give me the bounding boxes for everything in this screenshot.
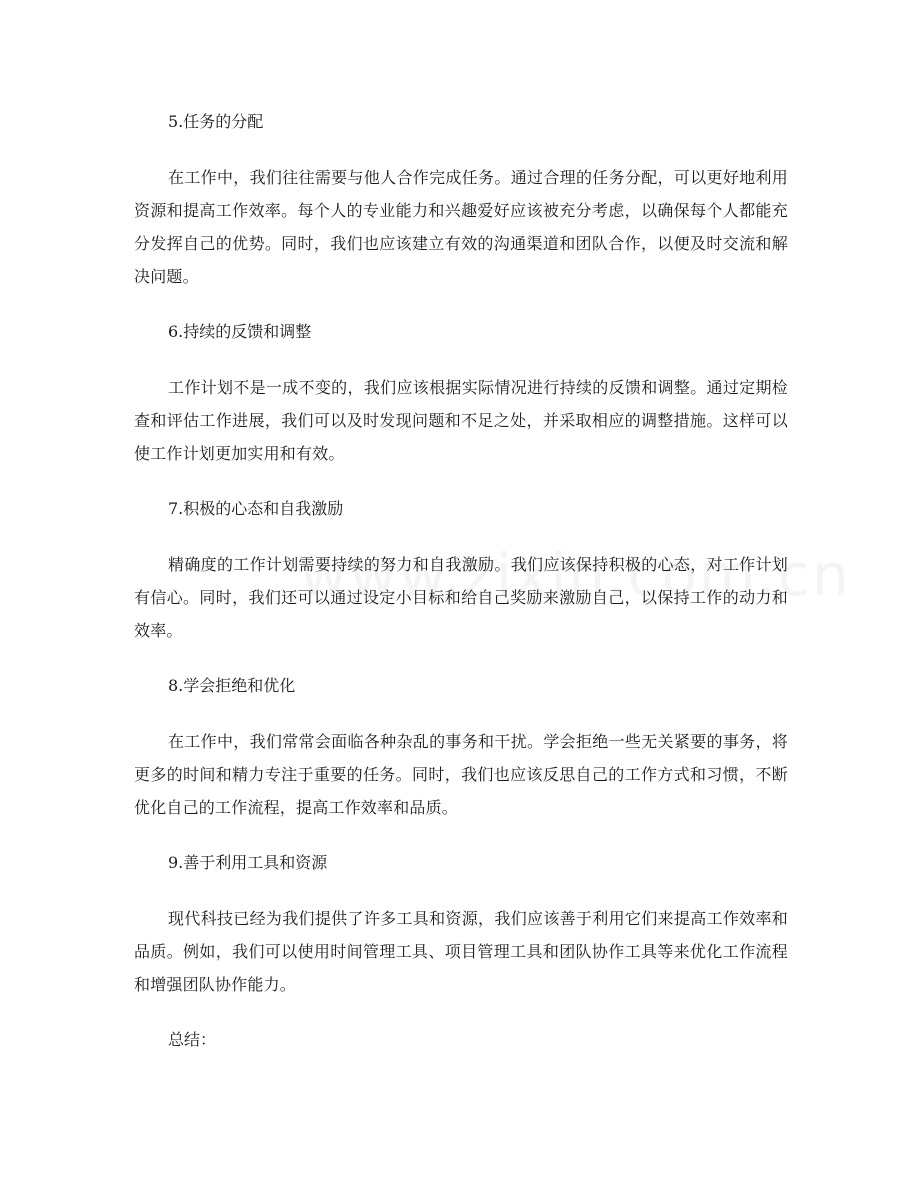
section-title: 5.任务的分配 xyxy=(168,112,264,131)
section-title: 7.积极的心态和自我激励 xyxy=(168,499,344,518)
section-9 xyxy=(134,847,788,1001)
section-paragraph: 在工作中，我们往往需要与他人合作完成任务。通过合理的任务分配，可以更好地利用资源和提高工作效率。每个人的专业能力和兴趣爱好应该被充分考虑，以确保每个人都能充分发挥自己的优势。同时，我们也应该建立有效的沟通渠道和团队合作，以便及时交流和解决问题。 xyxy=(134,168,788,286)
section-paragraph: 现代科技已经为我们提供了许多工具和资源，我们应该善于利用它们来提高工作效率和品质。例如，我们可以使用时间管理工具、项目管理工具和团队协作工具等来优化工作流程和增强团队协作能力。 xyxy=(134,909,788,994)
section-6 xyxy=(134,316,788,470)
section-title: 9.善于利用工具和资源 xyxy=(168,853,328,872)
section-paragraph: 工作计划不是一成不变的，我们应该根据实际情况进行持续的反馈和调整。通过定期检查和评估工作进展，我们可以及时发现问题和不足之处，并采取相应的调整措施。这样可以使工作计划更加实用和有效。 xyxy=(134,378,788,463)
summary-heading: 总结： xyxy=(168,1030,217,1049)
section-5 xyxy=(134,106,788,293)
section-paragraph: 在工作中，我们常常会面临各种杂乱的事务和干扰。学会拒绝一些无关紧要的事务，将更多的时间和精力专注于重要的任务。同时，我们也应该反思自己的工作方式和习惯，不断优化自己的工作流程，提高工作效率和品质。 xyxy=(134,732,788,817)
document-content xyxy=(134,106,788,1056)
section-title: 6.持续的反馈和调整 xyxy=(168,322,312,341)
section-7 xyxy=(134,493,788,647)
section-title: 8.学会拒绝和优化 xyxy=(168,676,296,695)
section-paragraph: 精确度的工作计划需要持续的努力和自我激励。我们应该保持积极的心态，对工作计划有信心。同时，我们还可以通过设定小目标和给自己奖励来激励自己，以保持工作的动力和效率。 xyxy=(134,555,788,640)
section-8 xyxy=(134,670,788,824)
